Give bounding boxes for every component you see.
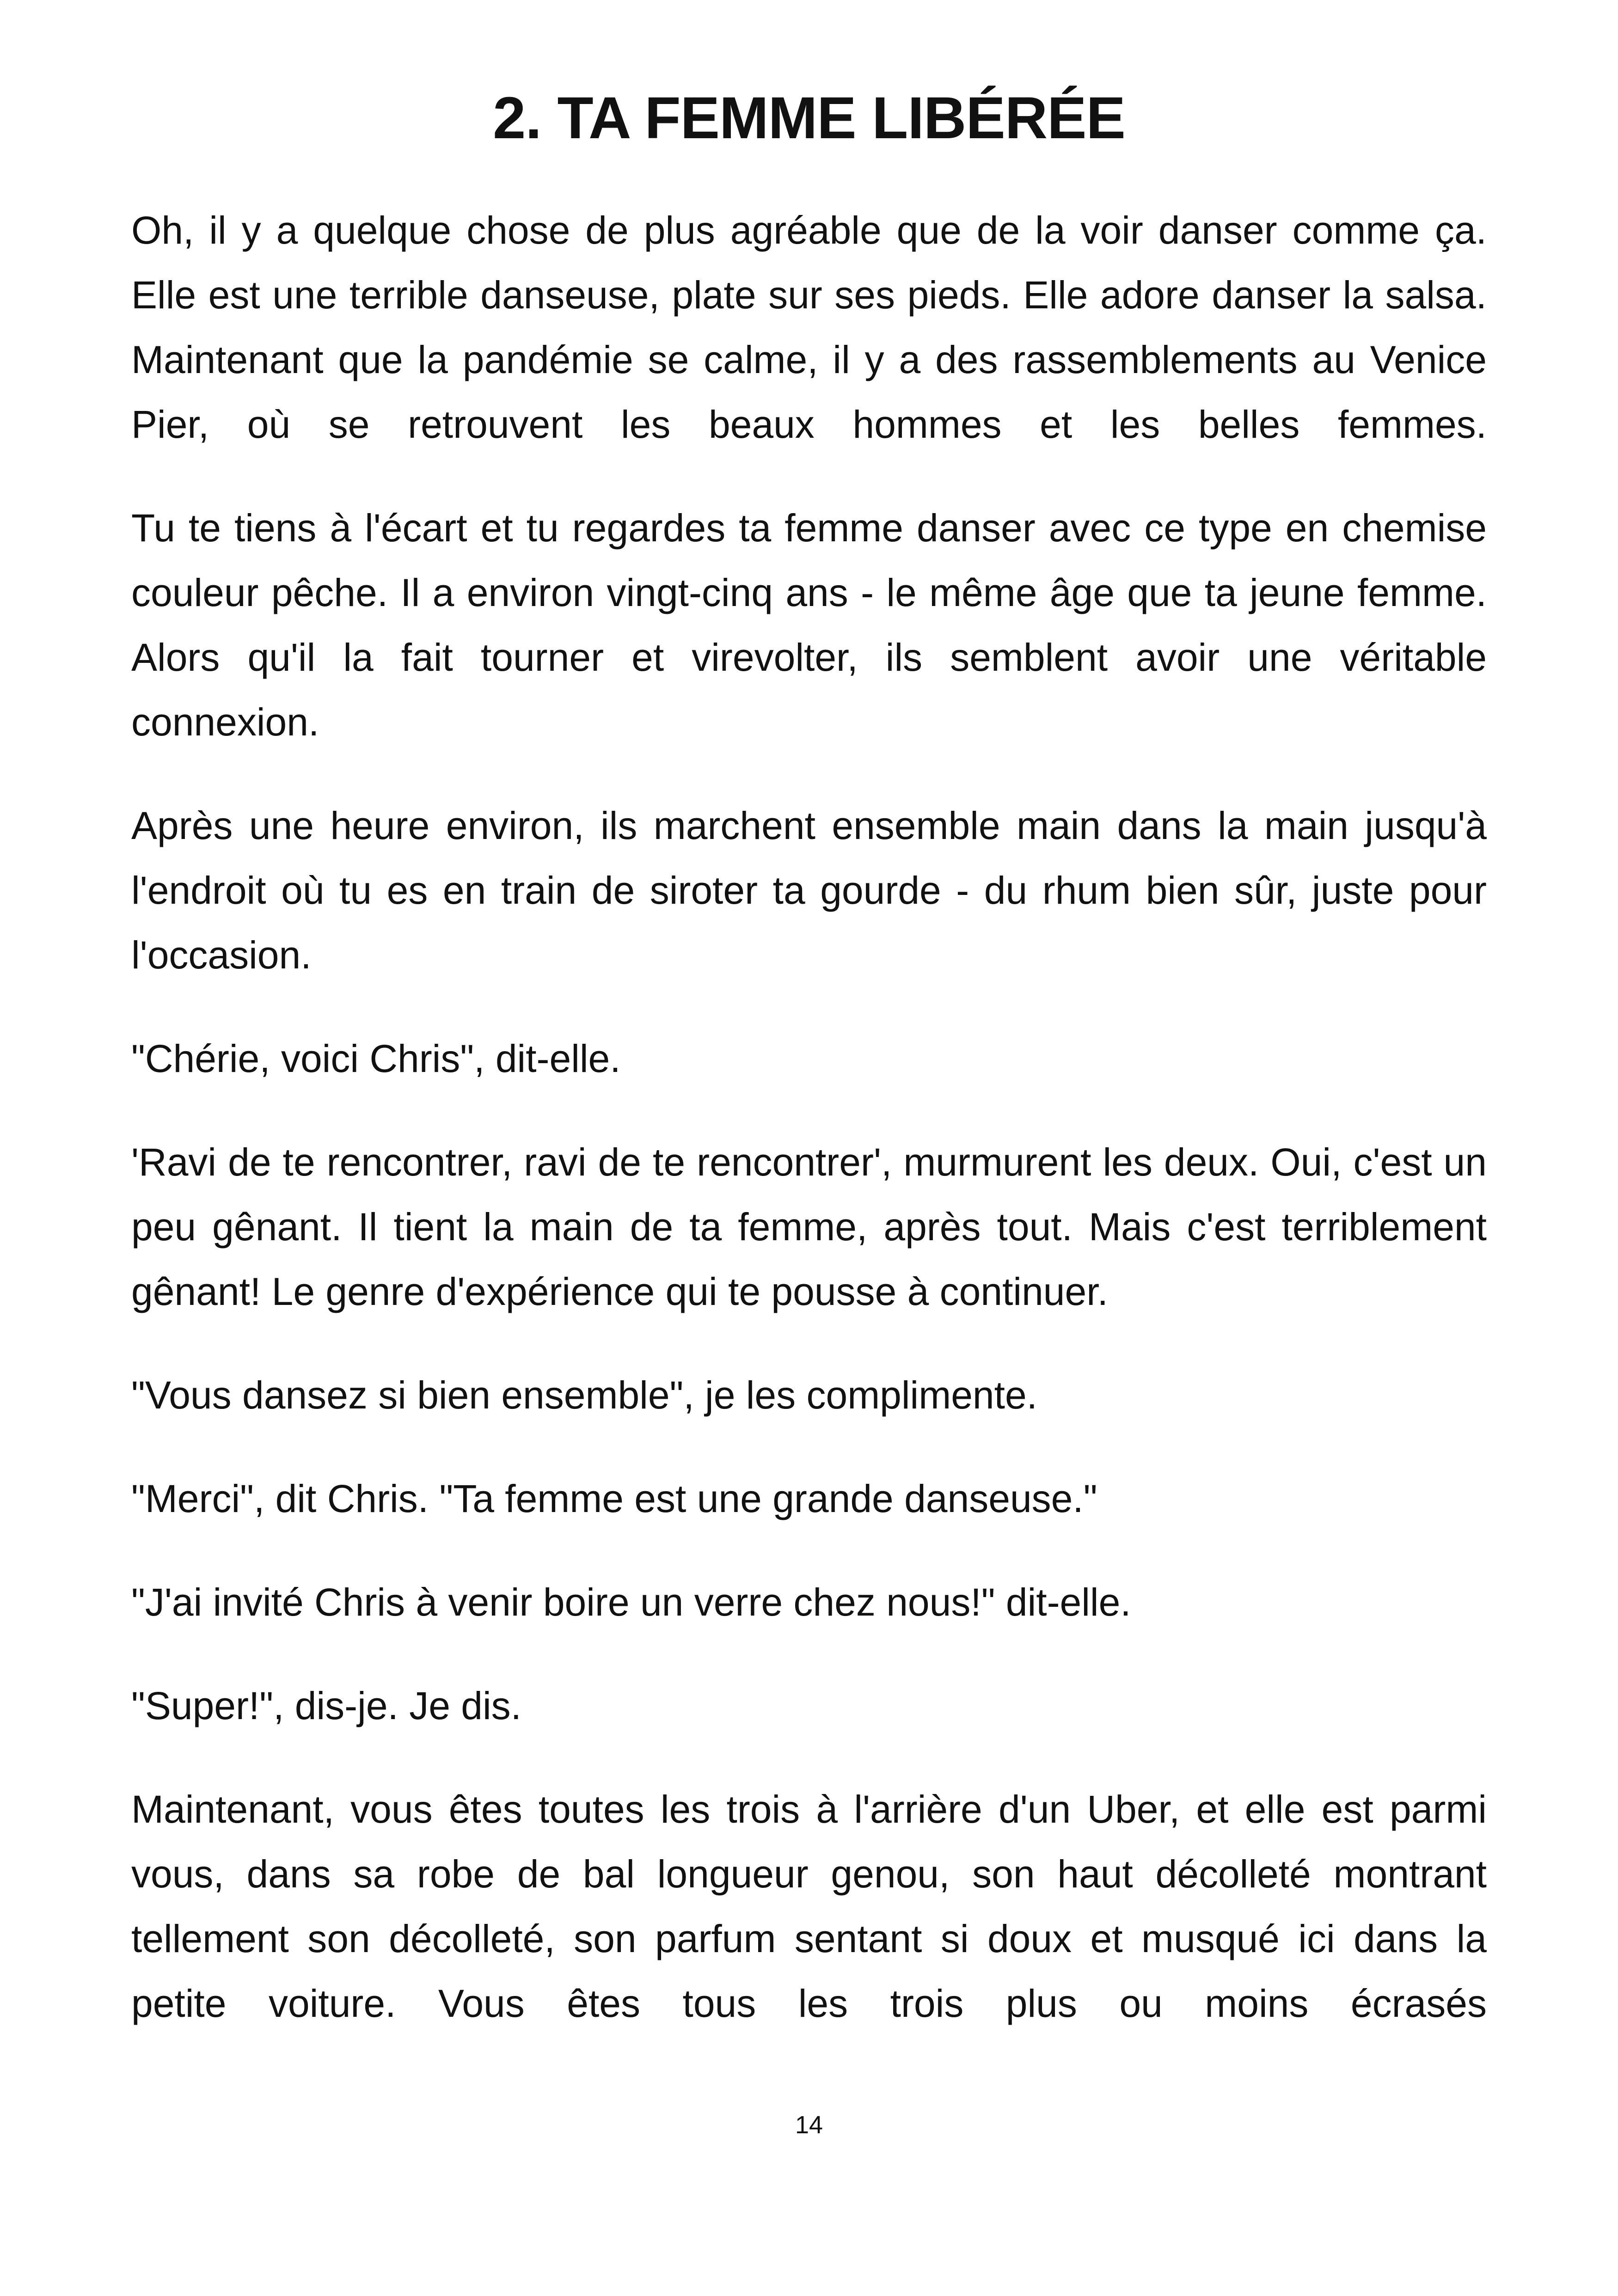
paragraph-2: Tu te tiens à l'écart et tu regardes ta femme danser avec ce type en chemise couleur pêche. Il a environ vingt-cinq ans - le même âge que ta jeune femme. Alors qu'il la fait tourner et virevolter, ils semblent avoir une véritable connexion. <box>131 506 1487 744</box>
page-number: 14 <box>795 2111 823 2139</box>
paragraph-6: "Vous dansez si bien ensemble", je les complimente. <box>131 1373 1038 1417</box>
paragraph-8: "J'ai invité Chris à venir boire un verre chez nous!" dit-elle. <box>131 1580 1131 1624</box>
paragraph-5: 'Ravi de te rencontrer, ravi de te rencontrer', murmurent les deux. Oui, c'est un peu gênant. Il tient la main de ta femme, après tout. Mais c'est terriblement gênant! Le genre d'expérience qui te pousse à continuer. <box>131 1140 1487 1313</box>
paragraph-7: "Merci", dit Chris. "Ta femme est une grande danseuse." <box>131 1477 1097 1520</box>
paragraph-1: Oh, il y a quelque chose de plus agréable que de la voir danser comme ça. Elle est une terrible danseuse, plate sur ses pieds. Elle adore danser la salsa. Maintenant que la pandémie se calme, il y a des rassemblements au Venice Pier, où se retrouvent les beaux hommes et les belles femmes. <box>131 208 1487 446</box>
chapter-title: 2. TA FEMME LIBÉRÉE <box>493 85 1125 151</box>
paragraph-10: Maintenant, vous êtes toutes les trois à l'arrière d'un Uber, et elle est parmi vous, dans sa robe de bal longueur genou, son haut décolleté montrant tellement son décolleté, son parfum sentant si doux et musqué ici dans la petite voiture. Vous êtes tous les trois plus ou moins écrasés <box>131 1788 1487 2025</box>
body-text <box>131 198 1487 2036</box>
paragraph-9: "Super!", dis-je. Je dis. <box>131 1684 521 1727</box>
paragraph-3: Après une heure environ, ils marchent ensemble main dans la main jusqu'à l'endroit où tu es en train de siroter ta gourde - du rhum bien sûr, juste pour l'occasion. <box>131 804 1487 977</box>
paragraph-4: "Chérie, voici Chris", dit-elle. <box>131 1037 621 1080</box>
